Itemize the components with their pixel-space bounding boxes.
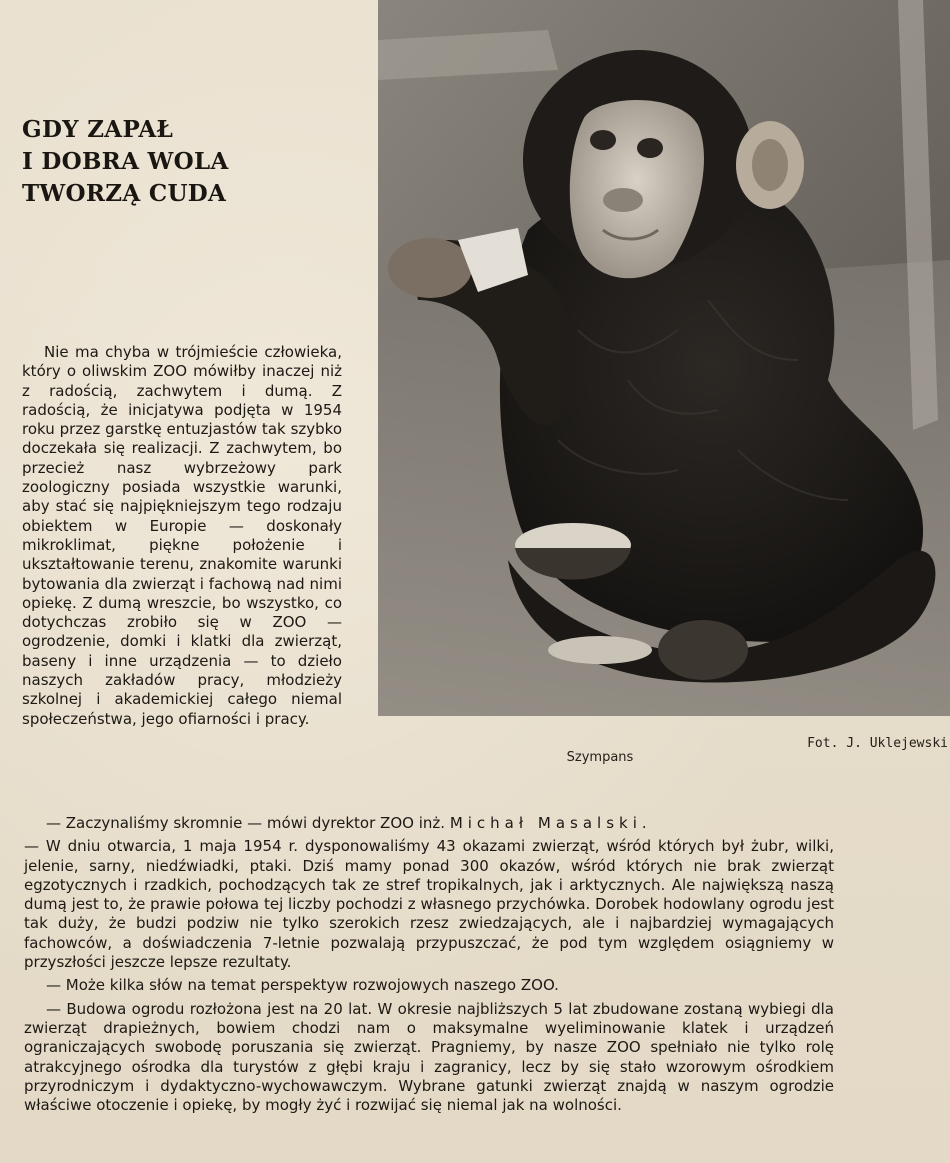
paragraph-question: — Może kilka słów na temat perspektyw rozwojowych naszego ZOO.: [46, 976, 559, 995]
article-wide-column: [24, 814, 834, 1119]
article-left-column: [22, 343, 342, 733]
director-quote-text: — Zaczynaliśmy skromnie — mówi dyrektor ZOO inż.: [46, 814, 446, 832]
article-headline: [22, 114, 352, 210]
headline-line-1: GDY ZAPAŁ: [22, 116, 174, 143]
director-name: Michał Masalski.: [449, 814, 652, 832]
photo-credit: Fot. J. Uklejewski: [807, 736, 948, 751]
paragraph-director-quote: [24, 814, 834, 833]
chimpanzee-photo-icon: [378, 0, 950, 716]
paragraph-history: — W dniu otwarcia, 1 maja 1954 r. dysponowaliśmy 43 okazami zwierząt, wśród których był żubr, wilki, jelenie, sarny, niedźwiadki, ptaki. Dziś mamy ponad 300 okazów, wśród których nie brak zwierząt egzotycznych i rzadkich, pochodzących tak ze stref tropikalnych, jak i arktycznych. Ale największą naszą dumą jest to, że prawie połowa tej liczby pochodzi z własnego przychówka. Dorobek hodowlany ogrodu jest tak duży, że budzi podziw nie tylko szerokich rzesz zwiedzających, ale i najbardziej wymagających fachowców, a doświadczenia 7-letnie pozwalają przypuszczać, że pod tym względem osiągniemy w przyszłości jeszcze lepsze rezultaty.: [24, 837, 834, 972]
headline-line-3: TWORZĄ CUDA: [22, 180, 227, 207]
headline-line-2: I DOBRA WOLA: [22, 148, 229, 175]
chimpanzee-photo: [378, 0, 950, 716]
paragraph-intro: Nie ma chyba w trójmieście człowieka, który o oliwskim ZOO mówiłby inaczej niż z radością, zachwytem i dumą. Z radością, że inicjatywa podjęta w 1954 roku przez garstkę entuzjastów tak szybko doczekała się realizacji. Z zachwytem, bo przecież nasz wybrzeżowy park zoologiczny posiada wszystkie warunki, aby stać się najpiękniejszym tego rodzaju obiektem w Europie — doskonały mikroklimat, piękne położenie i ukształtowanie terenu, znakomite warunki bytowania dla zwierząt i fachową nad nimi opiekę. Z dumą wreszcie, bo wszystko, co dotychczas zrobiło się w ZOO — ogrodzenie, domki i klatki dla zwierząt, baseny i inne urządzenia — to dzieło naszych zakładów pracy, młodzieży szkolnej i akademickiej całego niemal społeczeństwa, jego ofiarności i pracy.: [22, 343, 342, 728]
photo-caption: Szympans: [566, 750, 634, 765]
paragraph-future: — Budowa ogrodu rozłożona jest na 20 lat. W okresie najbliższych 5 lat zbudowane zostaną wybiegi dla zwierząt drapieżnych, bowiem chodzi nam o maksymalne wyeliminowanie klatek i urządzeń ograniczających swobodę poruszania się zwierząt. Pragniemy, by nasze ZOO spełniało nie tylko rolę atrakcyjnego ośrodka dla turystów z głębi kraju i zagranicy, lecz by się stało wzorowym ośrodkiem przyrodniczym i dydaktyczno-wychowawczym. Wybrane gatunki zwierząt znajdą w naszym ogrodzie właściwe otoczenie i opiekę, by mogły żyć i rozwijać się niemal jak na wolności.: [24, 999, 834, 1115]
